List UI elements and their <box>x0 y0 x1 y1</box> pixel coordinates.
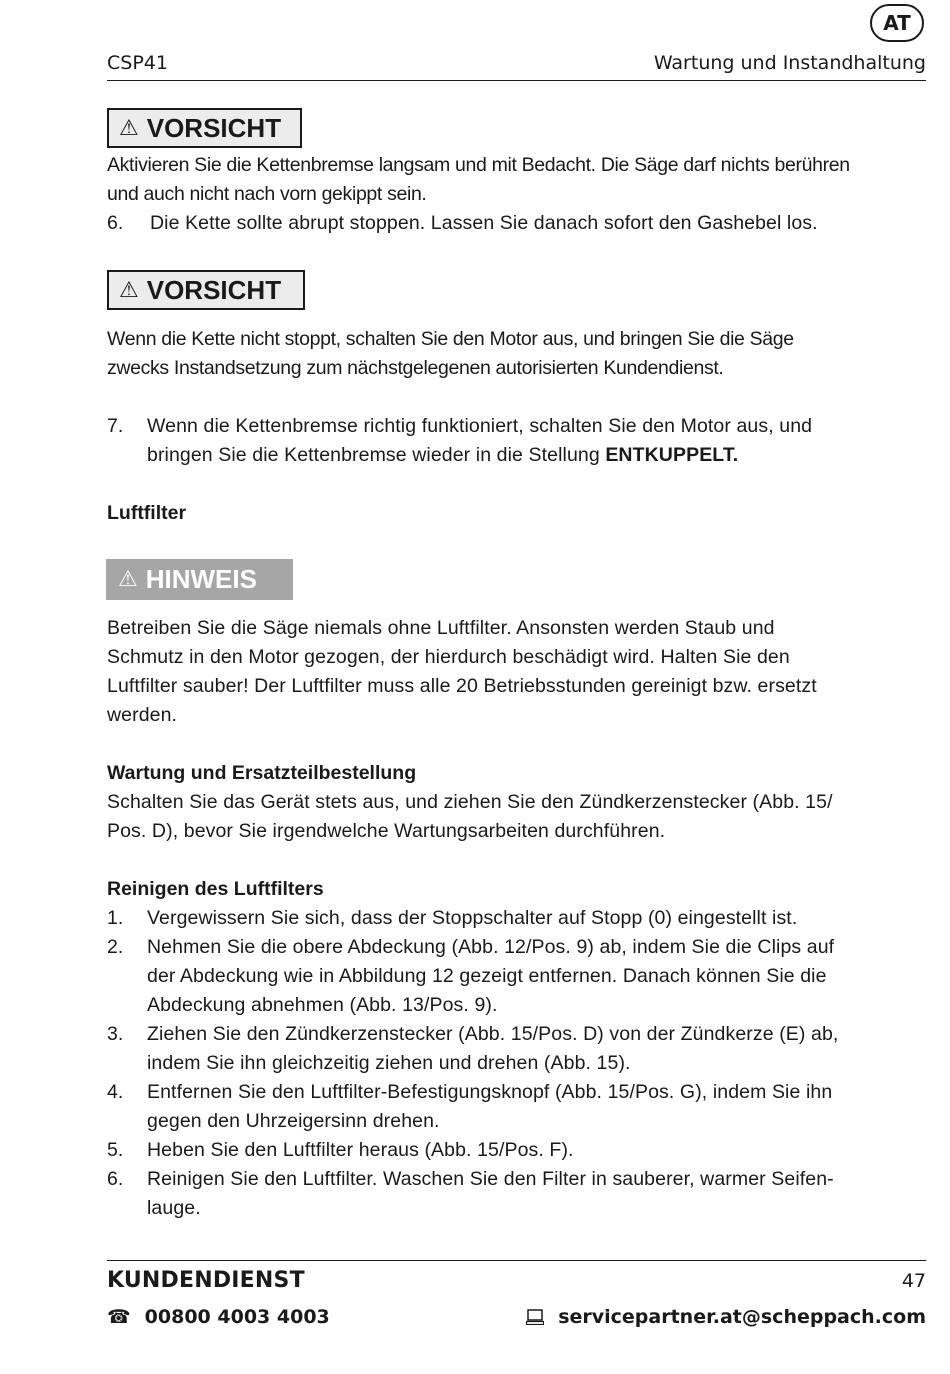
phone-contact <box>107 1306 330 1328</box>
warning-triangle-icon: ⚠ <box>118 567 138 592</box>
note-label: HINWEIS <box>145 564 257 594</box>
list-item-text: Nehmen Sie die obere Abdeckung (Abb. 12/Pos. 9) ab, indem Sie die Clips auf <box>147 936 835 958</box>
phone-number: 00800 4003 4003 <box>144 1306 330 1328</box>
list-item-text: der Abdeckung wie in Abbildung 12 gezeigt entfernen. Danach können Sie die <box>147 965 827 987</box>
caution-text-2b: zwecks Instandsetzung zum nächstgelegenen autorisierten Kundendienst. <box>107 357 724 379</box>
warning-triangle-icon: ⚠ <box>119 115 139 141</box>
wartung-line-1: Schalten Sie das Gerät stets aus, und ziehen Sie den Zündkerzenstecker (Abb. 15/ <box>107 791 833 813</box>
brake-step-number: 6. <box>107 212 124 234</box>
page-number: 47 <box>901 1270 926 1292</box>
note-line-4: werden. <box>107 704 178 726</box>
caution-box-1 <box>107 108 302 148</box>
reinigen-heading: Reinigen des Luftfilters <box>107 878 324 900</box>
list-item-number: 1. <box>107 907 124 929</box>
caution-text-2a: Wenn die Kette nicht stoppt, schalten Sie den Motor aus, und bringen Sie die Säge <box>107 328 794 350</box>
list-item-text: indem Sie ihn gleichzeitig ziehen und drehen (Abb. 15). <box>147 1052 631 1074</box>
luftfilter-heading: Luftfilter <box>107 502 187 524</box>
step7-line1: Wenn die Kettenbremse richtig funktioniert, schalten Sie den Motor aus, und <box>147 415 813 437</box>
email-address[interactable]: servicepartner.at@scheppach.com <box>558 1306 926 1328</box>
wartung-heading: Wartung und Ersatzteilbestellung <box>107 762 417 784</box>
model-name: CSP41 <box>107 52 168 74</box>
email-contact <box>526 1306 926 1328</box>
warning-triangle-icon: ⚠ <box>119 277 139 303</box>
note-line-3: Luftfilter sauber! Der Luftfilter muss alle 20 Betriebsstunden gereinigt bzw. ersetzt <box>107 675 817 697</box>
list-item-text: Ziehen Sie den Zündkerzenstecker (Abb. 15/Pos. D) von der Zündkerze (E) ab, <box>147 1023 839 1045</box>
footer-divider <box>107 1260 926 1261</box>
step7-number: 7. <box>107 415 124 437</box>
list-item-text: Abdeckung abnehmen (Abb. 13/Pos. 9). <box>147 994 498 1016</box>
list-item-number: 5. <box>107 1139 124 1161</box>
brake-step-text: Die Kette sollte abrupt stoppen. Lassen Sie danach sofort den Gashebel los. <box>150 212 818 234</box>
list-item-number: 2. <box>107 936 124 958</box>
caution-label-1: VORSICHT <box>146 112 282 143</box>
list-item-text: gegen den Uhrzeigersinn drehen. <box>147 1110 440 1132</box>
section-title: Wartung und Instandhaltung <box>653 52 926 74</box>
note-box <box>106 559 293 600</box>
list-item-text: lauge. <box>147 1197 201 1219</box>
note-line-1: Betreiben Sie die Säge niemals ohne Luftfilter. Ansonsten werden Staub und <box>107 617 775 639</box>
list-item-text: Heben Sie den Luftfilter heraus (Abb. 15/Pos. F). <box>147 1139 574 1161</box>
header-divider <box>107 80 926 81</box>
note-line-2: Schmutz in den Motor gezogen, der hierdurch beschädigt wird. Halten Sie den <box>107 646 790 668</box>
list-item-text: Reinigen Sie den Luftfilter. Waschen Sie den Filter in sauberer, warmer Seifen- <box>147 1168 834 1190</box>
caution-text-1b: und auch nicht nach vorn gekippt sein. <box>107 183 427 205</box>
list-item-number: 4. <box>107 1081 124 1103</box>
step7-line2 <box>147 441 927 470</box>
country-badge <box>870 4 924 42</box>
caution-box-2 <box>107 270 305 310</box>
caution-text-1a: Aktivieren Sie die Kettenbremse langsam und mit Bedacht. Die Säge darf nichts berühren <box>107 154 850 176</box>
step7-bold-term: ENTKUPPELT. <box>605 444 739 466</box>
computer-icon <box>526 1309 544 1325</box>
list-item-number: 3. <box>107 1023 124 1045</box>
wartung-line-2: Pos. D), bevor Sie irgendwelche Wartungsarbeiten durchführen. <box>107 820 666 842</box>
step7-line2-text: bringen Sie die Kettenbremse wieder in die Stellung <box>147 444 606 466</box>
list-item-text: Vergewissern Sie sich, dass der Stoppschalter auf Stopp (0) eingestellt ist. <box>147 907 798 929</box>
country-code: AT <box>883 11 911 35</box>
footer-title: KUNDENDIENST <box>107 1268 305 1293</box>
list-item-text: Entfernen Sie den Luftfilter-Befestigungsknopf (Abb. 15/Pos. G), indem Sie ihn <box>147 1081 833 1103</box>
caution-label-2: VORSICHT <box>146 274 282 305</box>
list-item-number: 6. <box>107 1168 124 1190</box>
telephone-icon: ☎ <box>107 1306 131 1328</box>
